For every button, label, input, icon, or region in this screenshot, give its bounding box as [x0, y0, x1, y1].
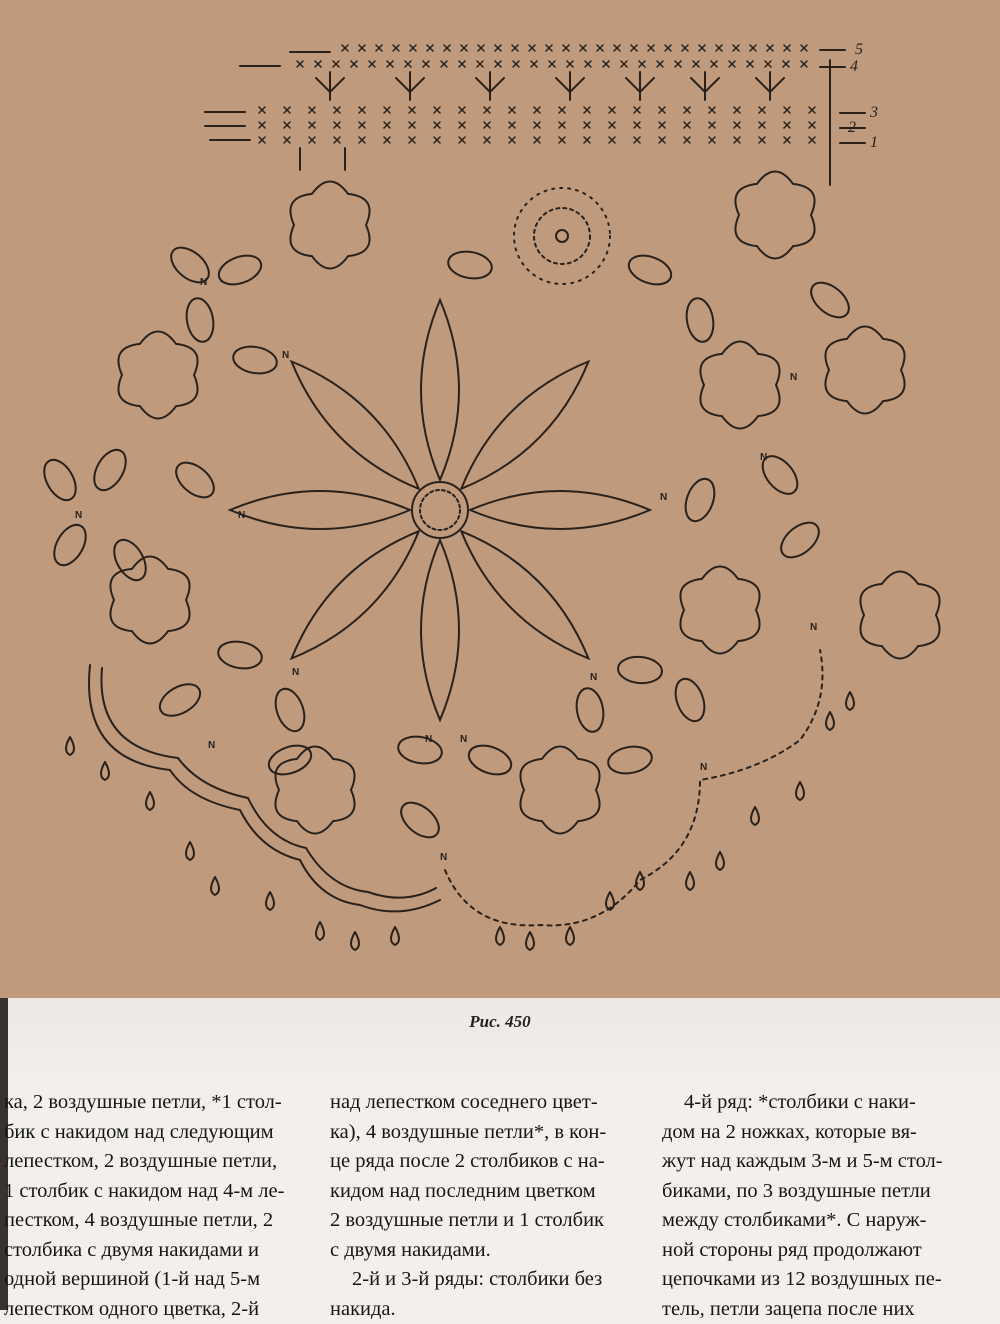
text-line: ной стороны ряд продолжают: [662, 1236, 996, 1266]
text-line: над лепестком соседнего цвет-: [330, 1088, 648, 1118]
row-label-5: 5: [855, 41, 863, 58]
stitch-x-rows: [259, 45, 815, 143]
svg-text:N: N: [700, 762, 707, 773]
text-line: биками, по 3 воздушные петли: [662, 1177, 996, 1207]
svg-text:N: N: [810, 622, 817, 633]
small-medallion: [514, 188, 610, 284]
row-label-2: 2: [848, 119, 856, 136]
svg-text:N: N: [208, 740, 215, 751]
text-column-2: [330, 1088, 648, 1324]
row-label-4: 4: [850, 58, 858, 75]
svg-text:N: N: [200, 277, 207, 288]
text-line: дом на 2 ножках, которые вя-: [662, 1118, 996, 1148]
text-line: 2 воздушные петли и 1 столбик: [330, 1206, 648, 1236]
outer-ring: [38, 172, 940, 950]
text-line: с двумя накидами.: [330, 1236, 648, 1266]
row-label-3: 3: [869, 104, 878, 121]
svg-text:N: N: [460, 734, 467, 745]
text-line: столбика с двумя накидами и: [4, 1236, 316, 1266]
svg-text:N: N: [660, 492, 667, 503]
svg-text:N: N: [440, 852, 447, 863]
text-line: тель, петли зацепа после них: [662, 1295, 996, 1324]
svg-text:N: N: [282, 350, 289, 361]
text-line: 2-й и 3-й ряды: столбики без: [330, 1265, 648, 1295]
text-line: ка), 4 воздушные петли*, в кон-: [330, 1118, 648, 1148]
text-line: пестком, 4 воздушные петли, 2: [4, 1206, 316, 1236]
row-label-1: 1: [870, 134, 878, 151]
border-rows: [205, 45, 865, 185]
text-line: бик с накидом над следующим: [4, 1118, 316, 1148]
svg-text:N: N: [425, 734, 432, 745]
text-line: цепочками из 12 воздушных пе-: [662, 1265, 996, 1295]
figure-caption: Рис. 450: [0, 1012, 1000, 1032]
text-line: одной вершиной (1-й над 5-м: [4, 1265, 316, 1295]
svg-text:N: N: [590, 672, 597, 683]
text-line: лепестком одного цветка, 2-й: [4, 1295, 316, 1324]
text-line: кидом над последним цветком: [330, 1177, 648, 1207]
text-column-1: [4, 1088, 316, 1324]
text-line: лепестком, 2 воздушные петли,: [4, 1147, 316, 1177]
text-line: це ряда после 2 столбиков с на-: [330, 1147, 648, 1177]
text-line: между столбиками*. С наруж-: [662, 1206, 996, 1236]
text-line: жут над каждым 3-м и 5-м стол-: [662, 1147, 996, 1177]
svg-text:N: N: [75, 510, 82, 521]
center-flower: [230, 300, 650, 720]
text-line: ка, 2 воздушные петли, *1 стол-: [4, 1088, 316, 1118]
svg-text:N: N: [292, 667, 299, 678]
text-line: 4-й ряд: *столбики с наки-: [662, 1088, 996, 1118]
svg-text:N: N: [790, 372, 797, 383]
svg-text:N: N: [238, 510, 245, 521]
text-line: накида.: [330, 1295, 648, 1324]
join-marks: [75, 277, 817, 863]
text-column-3: [662, 1088, 996, 1324]
double-leg-stitches: [300, 72, 784, 170]
svg-text:N: N: [760, 452, 767, 463]
text-line: 1 столбик с накидом над 4-м ле-: [4, 1177, 316, 1207]
